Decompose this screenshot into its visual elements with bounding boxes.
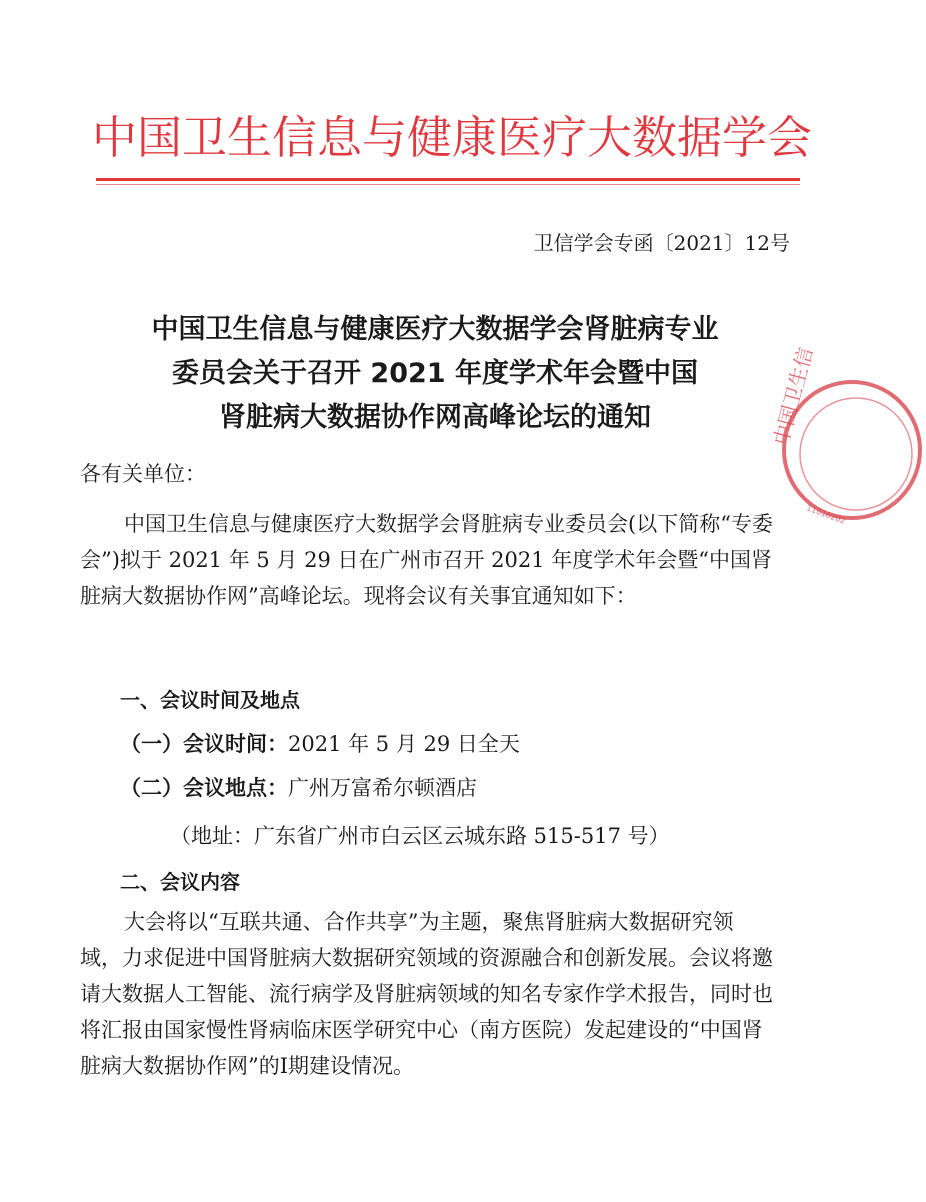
seal-digits: 11010202 xyxy=(805,503,847,526)
seal-graphic xyxy=(768,344,926,526)
meeting-time-label: （一）会议时间： xyxy=(120,732,288,756)
meeting-place xyxy=(120,770,820,806)
document-number: 卫信学会专函〔2021〕12号 xyxy=(533,231,790,255)
meeting-time-value: 2021 年 5 月 29 日全天 xyxy=(288,732,520,756)
official-seal-stamp xyxy=(768,344,922,526)
meeting-address: （地址：广东省广州市白云区云城东路 515-517 号） xyxy=(170,824,670,848)
letterhead-rule-thin xyxy=(96,184,800,185)
title-line-1: 中国卫生信息与健康医疗大数据学会肾脏病专业 xyxy=(151,314,719,345)
title-line-2: 委员会关于召开 2021 年度学术年会暨中国 xyxy=(172,358,698,389)
letterhead-rule xyxy=(96,178,800,181)
content-paragraph: 大会将以“互联共通、合作共享”为主题，聚焦肾脏病大数据研究领域，力求促进中国肾脏病大数据研究领域的资源融合和创新发展。会议将邀请大数据人工智能、流行病学及肾脏病领域的知名专家作学术报告，同时也将汇报由国家慢性肾病临床医学研究中心（南方医院）发起建设的“中国肾脏病大数据协作网”的Ⅰ期建设情况。 xyxy=(80,910,773,1078)
section-2-heading: 二、会议内容 xyxy=(120,870,240,894)
intro-paragraph: 中国卫生信息与健康医疗大数据学会肾脏病专业委员会(以下简称“专委会”)拟于 2021 年 5 月 29 日在广州市召开 2021 年度学术年会暨“中国肾脏病大数据协作网”高峰论坛。现将会议有关事宜通知如下： xyxy=(80,512,773,608)
org-letterhead: 中国卫生信息与健康医疗大数据学会 xyxy=(92,111,813,164)
document-title xyxy=(70,308,800,440)
seal-text: 中国卫生信 xyxy=(768,344,818,448)
meeting-time xyxy=(120,726,820,762)
title-line-3: 肾脏病大数据协作网高峰论坛的通知 xyxy=(219,402,651,433)
section-1-heading: 一、会议时间及地点 xyxy=(120,688,300,712)
salutation: 各有关单位： xyxy=(80,462,206,486)
meeting-place-value: 广州万富希尔顿酒店 xyxy=(288,776,477,800)
meeting-place-label: （二）会议地点： xyxy=(120,776,288,800)
